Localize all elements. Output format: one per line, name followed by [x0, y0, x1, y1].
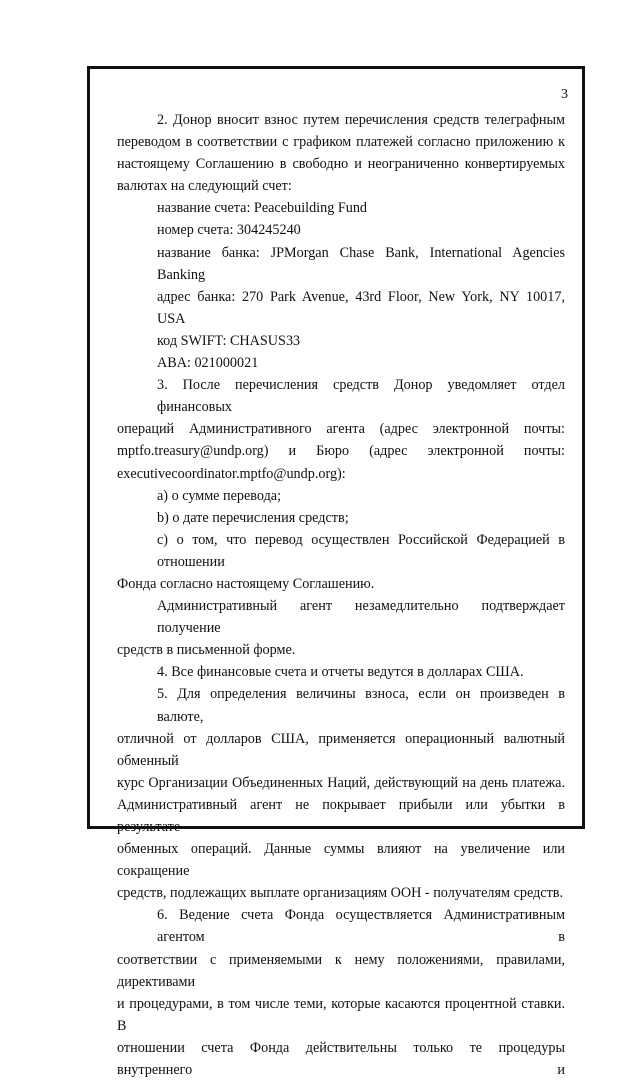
paragraph-line: Административный агент незамедлительно подтверждает получение — [157, 598, 565, 637]
paragraph-line: Административный агент не покрывает прибыли или убытки в результате — [117, 796, 565, 835]
paragraph-line: и процедурами, в том числе теми, которые касаются процентной ставки. В — [117, 995, 565, 1034]
swift-code: код SWIFT: CHASUS33 — [157, 332, 301, 349]
item-b: b) о дате перечисления средств; — [157, 509, 349, 526]
paragraph-line: 6. Ведение счета Фонда осуществляется Административным агентом в — [157, 907, 565, 946]
paragraph-line: mptfo.treasury@undp.org) и Бюро (адрес электронной почты: — [117, 443, 565, 460]
confirmation-paragraph — [117, 595, 565, 661]
paragraph-line: настоящему Соглашению в свободно и неограниченно конвертируемых — [117, 156, 565, 173]
notification-items — [117, 485, 565, 595]
paragraph-line: переводом в соответствии с графиком платежей согласно приложению к — [117, 134, 565, 151]
paragraph-line: обменных операций. Данные суммы влияют на увеличение или сокращение — [117, 841, 565, 880]
paragraph-line: executivecoordinator.mptfo@undp.org): — [117, 465, 346, 482]
paragraph-line: отличной от долларов США, применяется операционный валютный обменный — [117, 730, 565, 769]
page-border — [87, 66, 585, 1079]
paragraph-line: соответствии с применяемыми к нему положениями, правилами, директивами — [117, 951, 565, 990]
paragraph-line: 3. После перечисления средств Донор уведомляет отдел финансовых — [157, 377, 565, 416]
paragraph-line: курс Организации Объединенных Наций, действующий на день платежа. — [117, 774, 565, 791]
paragraph-5 — [117, 683, 565, 904]
paragraph-line: валютах на следующий счет: — [117, 178, 292, 195]
item-c-continued: Фонда согласно настоящему Соглашению. — [117, 575, 375, 592]
paragraph-line: 4. Все финансовые счета и отчеты ведутся в долларах США. — [157, 664, 524, 681]
paragraph-4 — [117, 661, 565, 683]
aba-code: ABA: 021000021 — [157, 355, 259, 372]
paragraph-2 — [117, 109, 565, 197]
page-number: 3 — [561, 87, 568, 102]
item-a: а) о сумме перевода; — [157, 487, 282, 504]
document-body — [117, 109, 565, 1081]
paragraph-6 — [117, 904, 565, 1081]
paragraph-3 — [117, 374, 565, 484]
paragraph-line: средств, подлежащих выплате организациям ООН - получателям средств. — [117, 885, 564, 902]
paragraph-line: отношении счета Фонда действительны только те процедуры внутреннего и — [117, 1039, 565, 1079]
bank-name: название банка: JPMorgan Chase Bank, International Agencies Banking — [157, 244, 565, 283]
paragraph-line: 2. Донор вносит взнос путем перечисления средств телеграфным — [157, 112, 565, 128]
bank-address: адрес банка: 270 Park Avenue, 43rd Floor, New York, NY 10017, USA — [157, 288, 565, 327]
paragraph-line: 5. Для определения величины взноса, если он произведен в валюте, — [157, 686, 565, 725]
paragraph-line: средств в письменной форме. — [117, 642, 296, 659]
account-details — [117, 197, 565, 374]
item-c: с) о том, что перевод осуществлен Российской Федерацией в отношении — [157, 531, 565, 570]
account-number: номер счета: 304245240 — [157, 222, 301, 239]
account-name: название счета: Peacebuilding Fund — [157, 200, 368, 217]
paragraph-line: операций Административного агента (адрес электронной почты: — [117, 421, 565, 438]
